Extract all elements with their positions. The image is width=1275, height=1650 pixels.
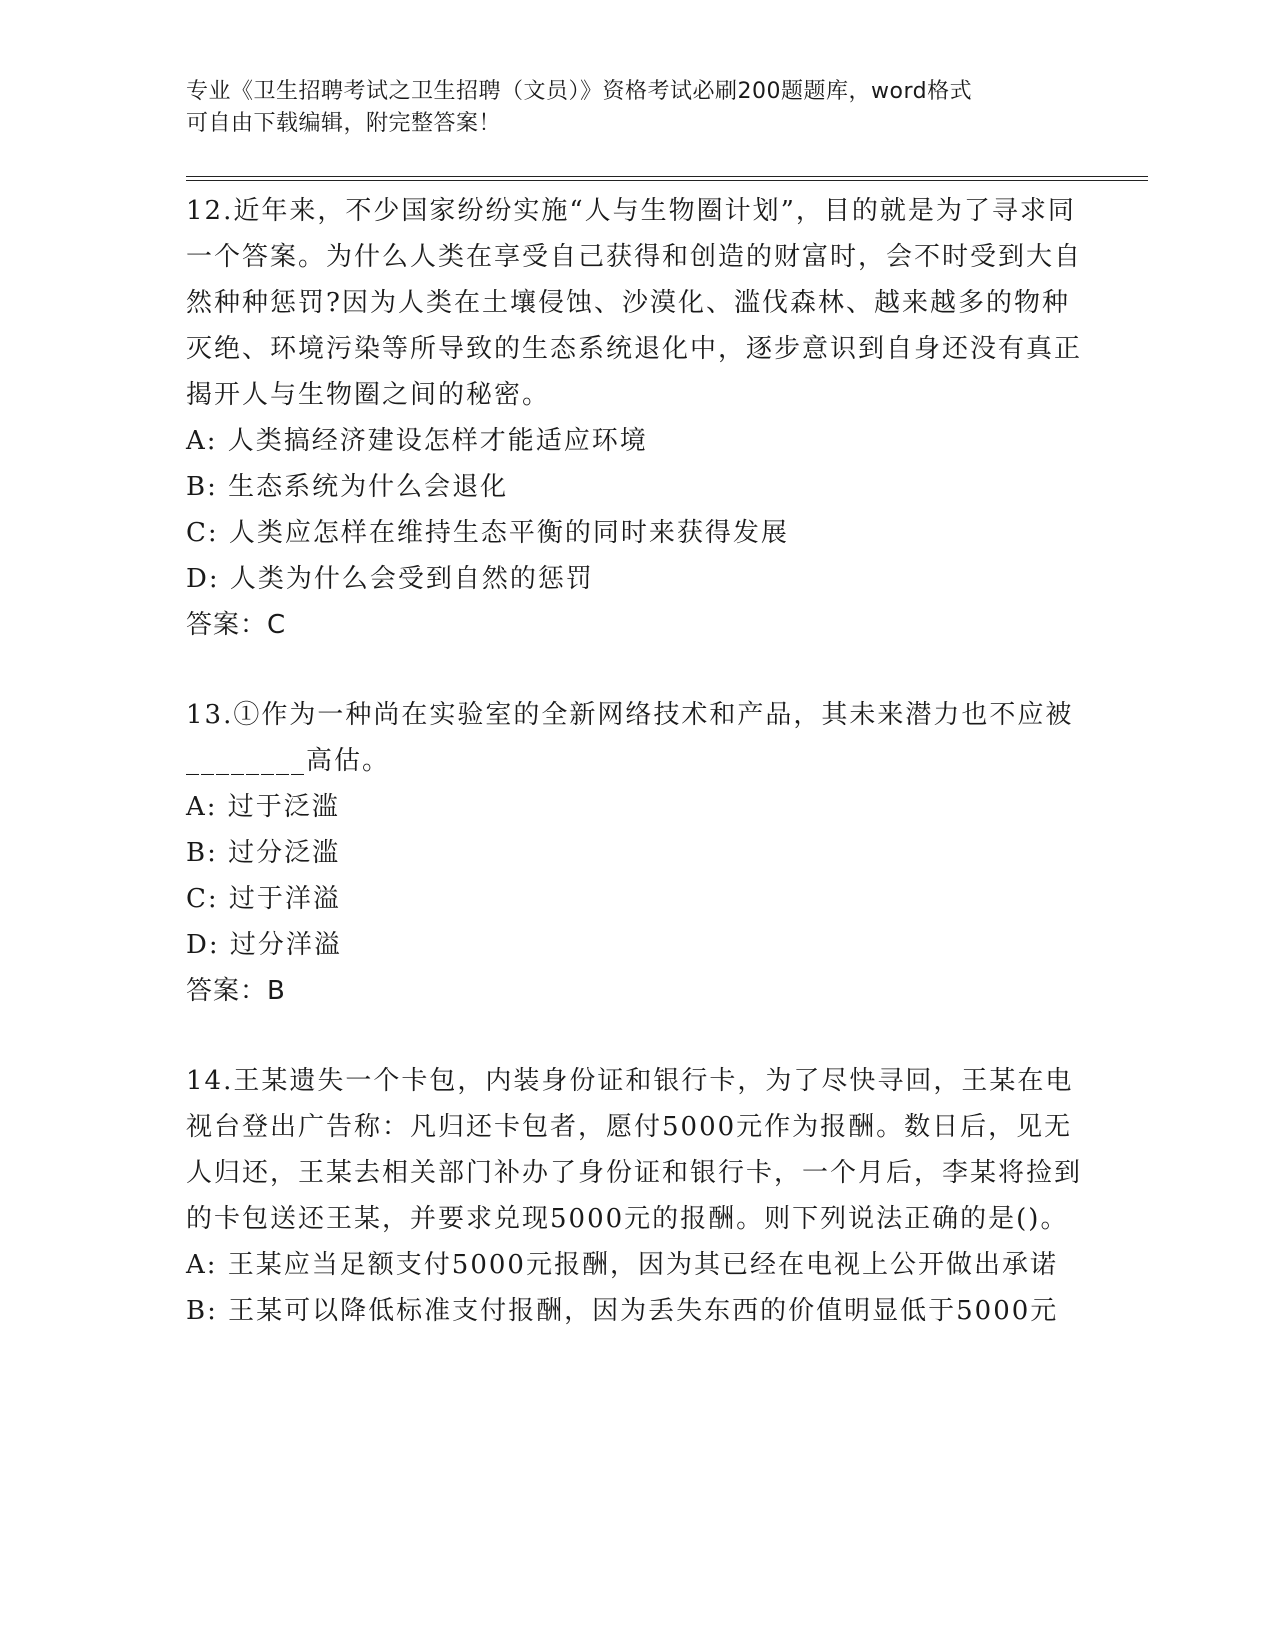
option-b: B: 王某可以降低标准支付报酬，因为丢失东西的价值明显低于5000元 xyxy=(186,1296,1059,1326)
option-b: B: 过分泛滥 xyxy=(186,838,341,868)
header-line-1: 专业《卫生招聘考试之卫生招聘（文员）》资格考试必刷200题题库，word格式 xyxy=(186,79,973,104)
page-header xyxy=(186,76,1066,140)
option-d: D: 人类为什么会受到自然的惩罚 xyxy=(186,564,594,594)
question-list xyxy=(186,188,1086,1378)
header-divider xyxy=(186,176,1148,181)
question-13 xyxy=(186,692,1086,1014)
question-stem: 12.近年来，不少国家纷纷实施“人与生物圈计划”，目的就是为了寻求同一个答案。为什么人类在享受自己获得和创造的财富时，会不时受到大自然种种惩罚?因为人类在土壤侵蚀、沙漠化、滥伐森林、越来越多的物种灭绝、环境污染等所导致的生态系统退化中，逐步意识到自身还没有真正揭开人与生物圈之间的秘密。 xyxy=(186,196,1083,410)
answer-line: 答案：B xyxy=(186,976,286,1006)
option-d: D: 过分洋溢 xyxy=(186,930,342,960)
option-c: C: 过于洋溢 xyxy=(186,884,341,914)
question-stem: 14.王某遗失一个卡包，内装身份证和银行卡，为了尽快寻回，王某在电视台登出广告称：凡归还卡包者，愿付5000元作为报酬。数日后，见无人归还，王某去相关部门补办了身份证和银行卡，一个月后，李某将捡到的卡包送还王某，并要求兑现5000元的报酬。则下列说法正确的是()。 xyxy=(186,1066,1083,1234)
header-line-2: 可自由下载编辑，附完整答案！ xyxy=(186,111,502,136)
option-b: B: 生态系统为什么会退化 xyxy=(186,472,509,502)
option-c: C: 人类应怎样在维持生态平衡的同时来获得发展 xyxy=(186,518,789,548)
question-12 xyxy=(186,188,1086,648)
option-a: A: 过于泛滥 xyxy=(186,792,340,822)
answer-line: 答案：C xyxy=(186,610,287,640)
option-a: A: 王某应当足额支付5000元报酬，因为其已经在电视上公开做出承诺 xyxy=(186,1250,1058,1280)
option-a: A: 人类搞经济建设怎样才能适应环境 xyxy=(186,426,648,456)
question-stem: 13.①作为一种尚在实验室的全新网络技术和产品，其未来潜力也不应被________高估。 xyxy=(186,700,1074,776)
question-14 xyxy=(186,1058,1086,1334)
